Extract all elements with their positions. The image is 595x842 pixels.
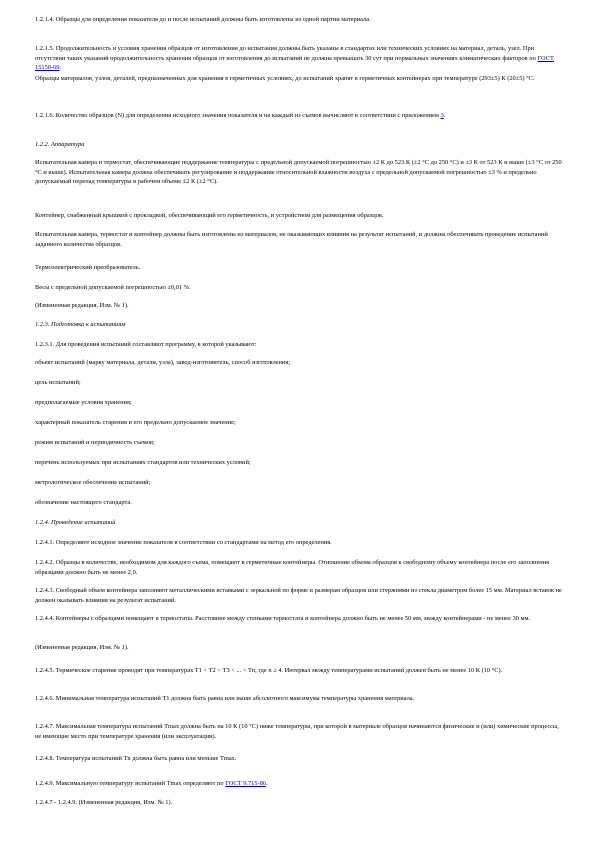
paragraph-text: метрологическое обеспечение испытаний; (35, 479, 151, 486)
paragraph (35, 340, 565, 350)
paragraph-text: 1.2.1.5. Продолжительность и условия хранения образцов от изготовления до испытания должны быть указаны в стандартах или технических условиях на материал, деталь, узел. При отсутствии таких указаний продолжительность хранения образцов от изготовления до испытаний не должна превышать 30 сут при нормальных значениях климатических факторов по (35, 45, 538, 62)
paragraph (35, 754, 565, 764)
paragraph-text: режим испытаний и периодичность съемов; (35, 439, 155, 446)
document-link[interactable]: ГОСТ 9.715-86 (225, 780, 267, 787)
paragraph-text: 1.2.1.6. Количество образцов (N) для определения исходного значения показателя и на каждый из съемов вычисляют в соответствии с приложением (35, 112, 441, 119)
paragraph-text: Весы с предельной допускаемой погрешностью ±0,01 %. (35, 284, 191, 291)
paragraph-text: 1.2.1.4. Образцы для определения показателя до и после испытаний должны быть изготовлены из одной партии материала. (35, 16, 371, 23)
paragraph (35, 158, 565, 187)
paragraph (35, 458, 565, 468)
paragraph-text: Контейнер, снабженный крышкой с прокладкой, обеспечивающий его герметичность, и устройством для размещения образцов. (35, 212, 384, 219)
paragraph (35, 211, 565, 221)
paragraph-text: объект испытаний (марку материала, детали, узла), завод-изготовитель, способ изготовления; (35, 359, 291, 366)
paragraph-text: цель испытаний; (35, 379, 81, 386)
paragraph (35, 301, 565, 311)
paragraph-text: 1.2.3.1. Для проведения испытаний составляют программу, в которой указывают: (35, 341, 257, 348)
paragraph (35, 398, 565, 408)
paragraph (35, 111, 565, 121)
paragraph-text: . (443, 112, 446, 119)
paragraph (35, 538, 565, 548)
paragraph-text: 1.2.4.7 - 1.2.4.9. (Измененная редакция, Изм. № 1). (35, 799, 173, 806)
paragraph (35, 498, 565, 508)
paragraph (35, 643, 565, 653)
paragraph-text: 1.2.4.5. Термическое старение проводят при температурах Т1 < Т2 < Т3 < ... < Тn, где n ≥ 4. Интервал между температурами испытаний должен быть не менее 10 К (10 °С). (35, 667, 503, 674)
paragraph (35, 140, 565, 150)
paragraph-text: 1.2.4.3. Свободный объем контейнера заполняют металлическими вставками с зеркальной по форме и размерам образцов или стержнями из стекла диаметром более 15 мм. Материал вставок не должен оказывать влияния на результат испытаний. (35, 587, 562, 604)
paragraph-text: обозначение настоящего стандарта. (35, 499, 132, 506)
paragraph-text: Термоэлектрический преобразователь. (35, 264, 141, 271)
paragraph (35, 666, 565, 676)
paragraph-text: . (59, 64, 62, 71)
paragraph-text: (Измененная редакция, Изм. № 1). (35, 644, 129, 651)
paragraph-text: предполагаемые условия хранения; (35, 399, 132, 406)
paragraph (35, 230, 565, 249)
paragraph-text: 1.2.4.7. Максимальная температура испытаний Тmax должна быть на 10 К (10 °С) ниже температуры, при которой в материале образцов начинаются физические и (или) химические процессы, не имеющие место при температуре хранения (или эксплуатации). (35, 723, 559, 740)
section-heading: 1.2.2. Аппаратура (35, 141, 85, 148)
paragraph (35, 586, 565, 605)
paragraph-text: 1.2.4.2. Образцы в количестве, необходимом для каждого съема, помещают в герметичные контейнеры. Отношение объема образцов к свободному объему контейнера после его заполнения образцами должно быть не менее 2,0. (35, 559, 550, 576)
paragraph-text: 1.2.4.4. Контейнеры с образцами помещают в термостаты. Расстояние между стенками термостата и контейнера должно быть не менее 50 мм, между контейнерами - не менее 30 мм. (35, 615, 531, 622)
paragraph-text: 1.2.4.9. Максимальную температуру испытаний Тmax определяют по (35, 780, 226, 787)
paragraph (35, 438, 565, 448)
paragraph (35, 722, 565, 741)
paragraph (35, 263, 565, 273)
paragraph-text: Испытательная камера и термостат, обеспечивающие поддержание температуры с предельной допускаемой погрешностью ±2 К до 523 К (±2 °С до 250 °С) и ±3 К от 523 К и выше (±3 °С от 250 °С и выше). Испытательная камера должна обеспечивать регулирование и поддержание относительной влажности воздуха с предельной допускаемой погрешностью ±3 % и предельно допускаемый перепад температуры в рабочем объеме ±2 К (±2 °С). (35, 159, 562, 185)
paragraph-text: 1.2.4.1. Определяют исходное значение показателя в соответствии со стандартами на метод его определения. (35, 539, 332, 546)
paragraph (35, 614, 565, 624)
paragraph (35, 74, 565, 84)
paragraph-text: Испытательная камера, термостат и контейнер должны быть изготовлены из материалов, не оказывающих влияния на результат испытаний, и должны обеспечивать проведение испытаний заданного количества образцов. (35, 231, 548, 248)
paragraph (35, 15, 565, 25)
paragraph-text: перечень используемых при испытаниях стандартов или технических условий; (35, 459, 251, 466)
paragraph (35, 44, 565, 73)
paragraph (35, 694, 565, 704)
section-heading: 1.2.3. Подготовка к испытаниям (35, 321, 126, 328)
section-heading: 1.2.4. Проведение испытаний (35, 519, 116, 526)
paragraph (35, 418, 565, 428)
paragraph-text: 1.2.4.6. Минимальная температура испытаний Т1 должна быть равна или выше абсолютного максимума температуры хранения материала. (35, 695, 415, 702)
paragraph (35, 358, 565, 368)
paragraph-text: . (266, 780, 268, 787)
paragraph (35, 779, 565, 789)
paragraph (35, 558, 565, 577)
paragraph (35, 478, 565, 488)
paragraph (35, 518, 565, 528)
paragraph-text: характерный показатель старения и его предельно допускаемое значение; (35, 419, 236, 426)
paragraph (35, 378, 565, 388)
paragraph (35, 320, 565, 330)
paragraph (35, 283, 565, 293)
paragraph-text: Образцы материалов, узлов, деталей, предназначенных для хранения в герметичных условиях, до испытаний хранят в герметичных контейнерах при температуре (293±5) К (20±5) °С. (35, 75, 535, 82)
paragraph-text: (Измененная редакция, Изм. № 1). (35, 302, 129, 309)
document-link[interactable]: 3 (440, 112, 444, 119)
paragraph (35, 798, 565, 808)
paragraph-text: 1.2.4.8. Температура испытаний Тn должна быть равна или меньше Тmax. (35, 755, 237, 762)
document-link[interactable]: ГОСТ 15150-69 (35, 54, 554, 71)
